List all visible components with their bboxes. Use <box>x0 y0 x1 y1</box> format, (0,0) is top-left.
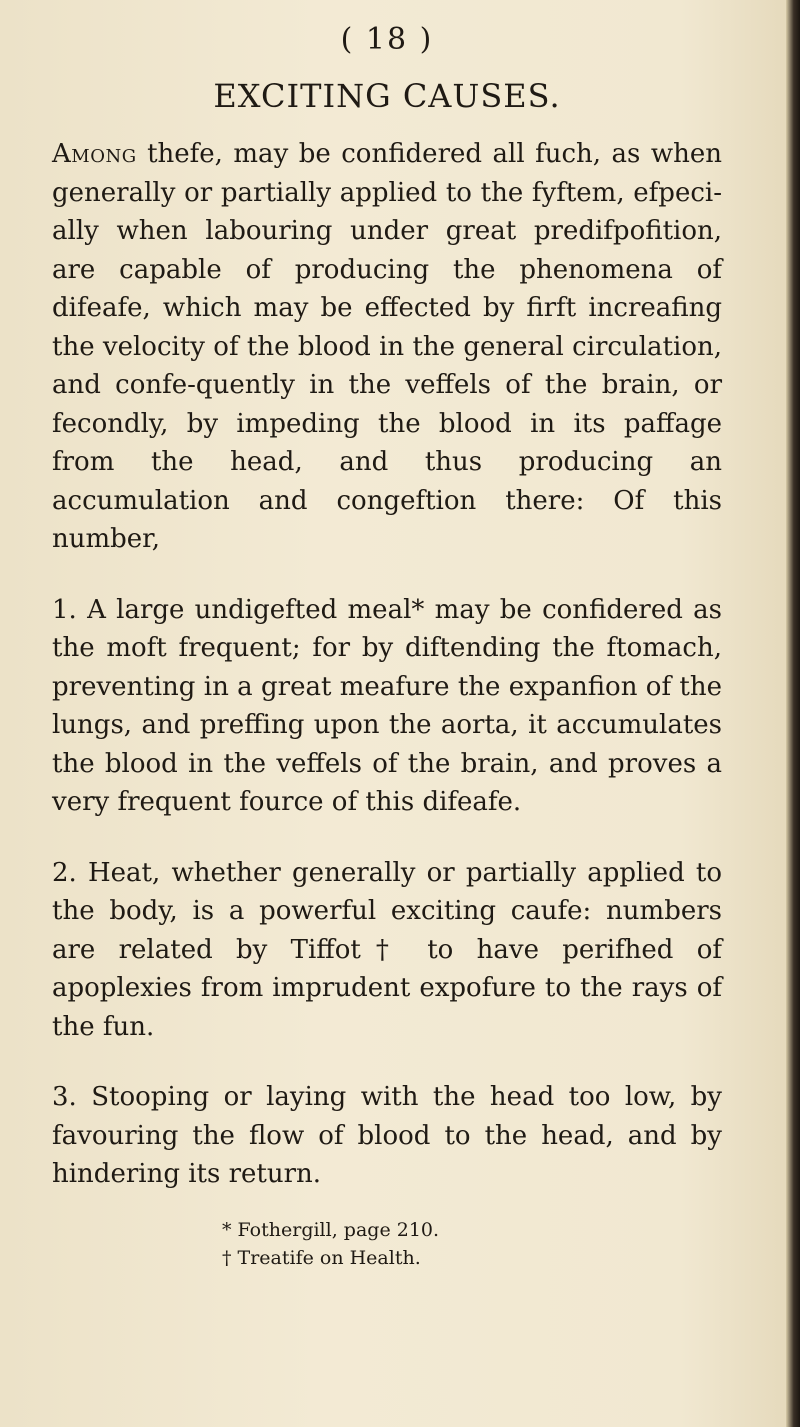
cause-item-2: 2. Heat, whether generally or partially applied to the body, is a powerful exciting caufe: numbers are related by Tiffot† to have perifhed of apoplexies from imprudent expofure to the rays of the fun. <box>52 857 722 1042</box>
intro-paragraph <box>52 135 722 559</box>
footnote-2: † Treatife on Health. <box>222 1246 421 1269</box>
intro-text: thefe, may be confidered all fuch, as when generally or partially applied to the fyftem, efpeci-ally when labouring under great predifpofition, are capable of producing the phenomena of difeafe, which may be effected by firft increafing the velocity of the blood in the general circulation, and confe-quently in the veffels of the brain, or fecondly, by impeding the blood in its paffage from the head, and thus producing an accumulation and congeftion there: Of this number, <box>52 139 722 554</box>
page-content <box>52 22 722 1272</box>
cause-item-1: 1. A large undigefted meal* may be confidered as the moft frequent; for by diftending the ftomach, preventing in a great meafure the expanfion of the lungs, and preffing upon the aorta, it accumulates the blood in the veffels of the brain, and proves a very frequent fource of this difeafe. <box>52 594 722 817</box>
footnotes <box>52 1216 722 1272</box>
page-number: ( 18 ) <box>340 22 434 57</box>
page-binding-edge <box>786 0 800 1427</box>
paragraph-gap <box>52 559 722 591</box>
section-heading: EXCITING CAUSES. <box>213 77 561 115</box>
paragraph-gap <box>52 1046 722 1078</box>
footnote-1: * Fothergill, page 210. <box>222 1218 440 1241</box>
intro-lead-word: Among <box>52 139 137 169</box>
paragraph-gap <box>52 822 722 854</box>
cause-item-3: 3. Stooping or laying with the head too low, by favouring the flow of blood to the head, and by hindering its return. <box>52 1082 722 1189</box>
